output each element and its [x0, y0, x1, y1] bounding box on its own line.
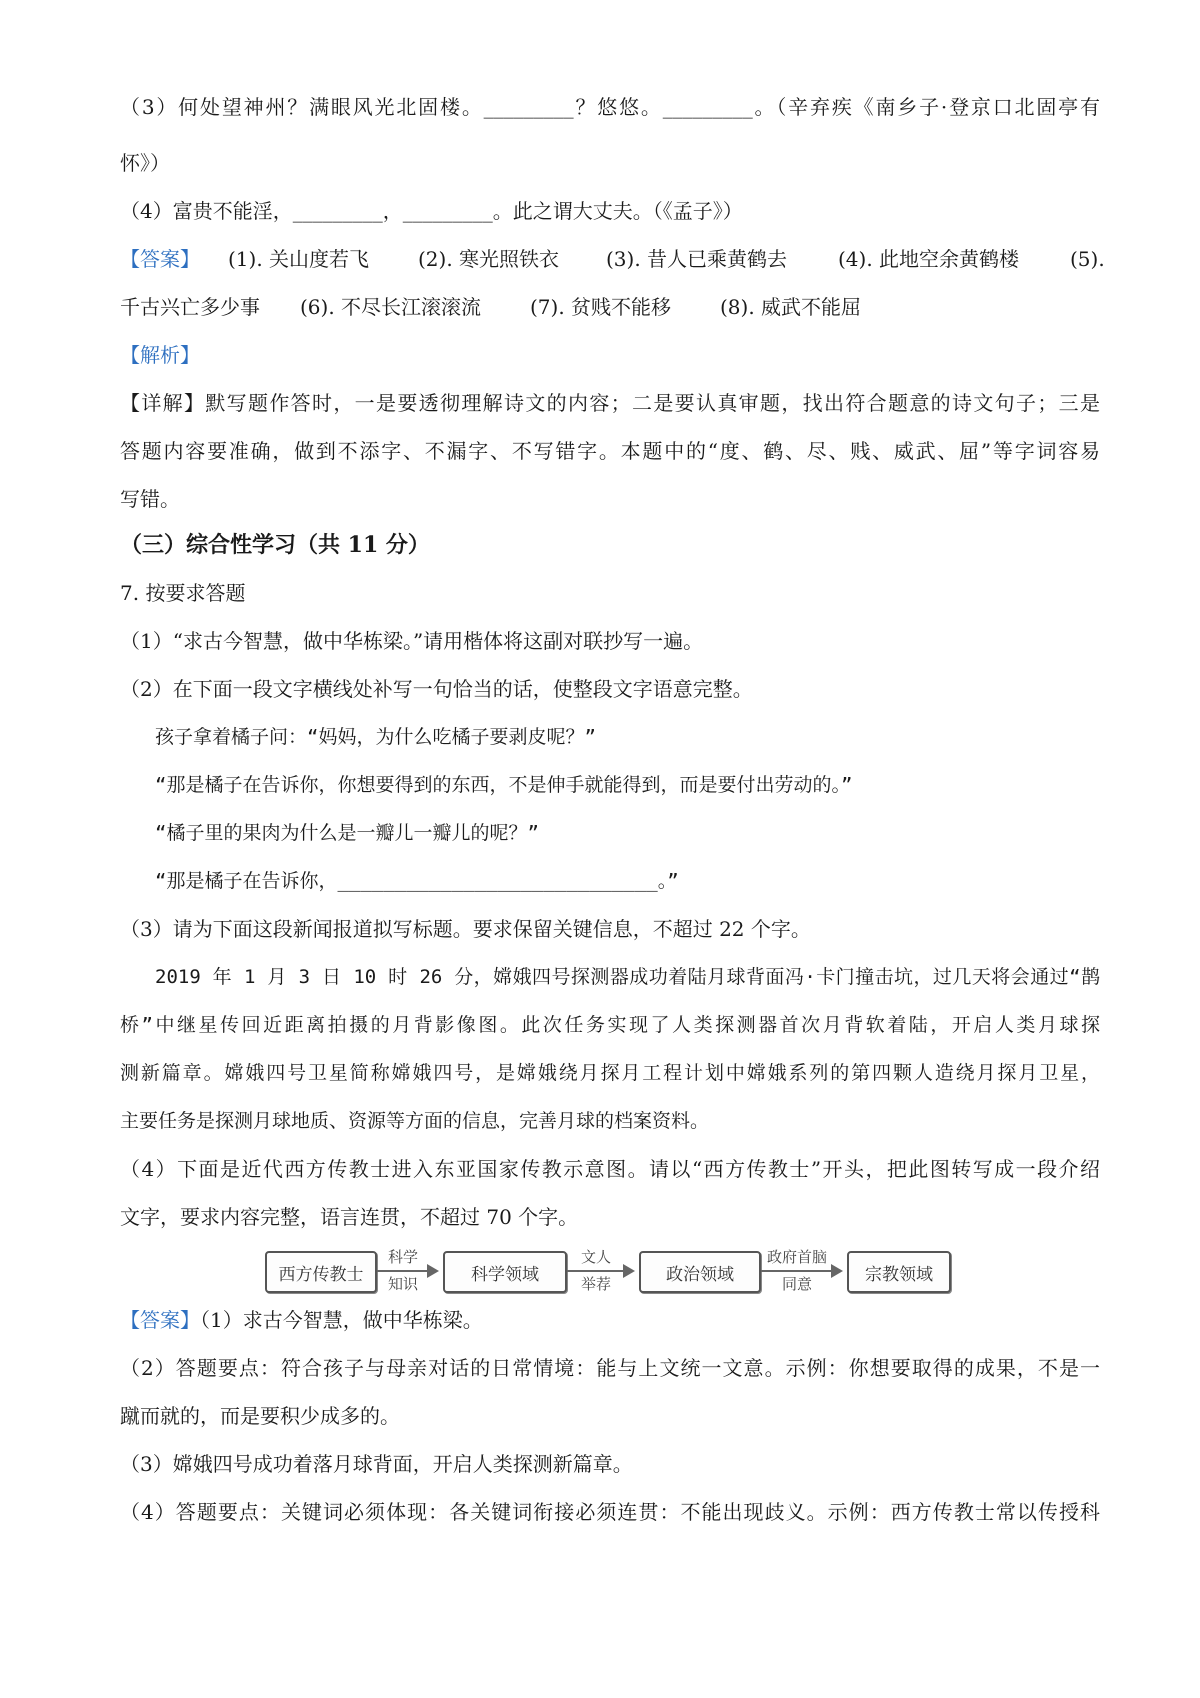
- q3-line-1: （3）何处望神州？满眼风光北固楼。_________？悠悠。_________。（辛弃疾《南乡子·登京口北固亭有: [120, 95, 1100, 119]
- dialog-line-2: “那是橘子在告诉你，你想要得到的东西，不是伸手就能得到，而是要付出劳动的。”: [155, 774, 853, 796]
- answer-item: (3). 昔人已乘黄鹤去: [606, 247, 788, 271]
- question-7: 7. 按要求答题: [120, 581, 246, 605]
- q4-line: （4）富贵不能淫，_________，_________。此之谓大丈夫。（《孟子》）: [120, 199, 743, 223]
- detail-line-3: 写错。: [120, 487, 180, 511]
- q3-line-2: 怀》）: [120, 151, 170, 175]
- question-7-3: （3）请为下面这段新闻报道拟写标题。要求保留关键信息，不超过 22 个字。: [120, 917, 811, 941]
- flow-arrow: [761, 1245, 843, 1297]
- flow-arrow-label-bottom: 知识: [387, 1275, 418, 1293]
- news-line-1: 2019 年 1 月 3 日 10 时 26 分，嫦娥四号探测器成功着陆月球背面冯·卡门撞击坑，过几天将会通过“鹊: [155, 966, 1100, 988]
- news-line-2: 桥”中继星传回近距离拍摄的月背影像图。此次任务实现了人类探测器首次月背软着陆，开启人类月球探: [120, 1014, 1100, 1036]
- flow-arrow-label-top: 政府首脑: [766, 1248, 827, 1266]
- analysis-label: 【解析】: [120, 343, 200, 367]
- answer-item: (8). 威武不能屈: [720, 295, 862, 319]
- question-7-1: （1）“求古今智慧，做中华栋梁。”请用楷体将这副对联抄写一遍。: [120, 629, 704, 653]
- answer-item: (5).: [1070, 247, 1105, 271]
- flow-box: 宗教领域: [847, 1251, 951, 1293]
- flow-arrow-label-bottom: 同意: [781, 1275, 812, 1293]
- answer2-line-3: （3）嫦娥四号成功着落月球背面，开启人类探测新篇章。: [120, 1452, 633, 1476]
- answer2-line-4: （4）答题要点：关键词必须体现：各关键词衔接必须连贯：不能出现歧义。示例：西方传教士常以传授科: [120, 1500, 1100, 1524]
- detail-line-2: 答题内容要准确，做到不添字、不漏字、不写错字。本题中的“度、鹤、尽、贱、威武、屈”等字词容易: [120, 439, 1100, 463]
- flow-box: 科学领域: [443, 1251, 567, 1293]
- flow-box: 西方传教士: [265, 1251, 377, 1293]
- answer-item: (4). 此地空余黄鹤楼: [838, 247, 1020, 271]
- question-7-4-line-1: （4）下面是近代西方传教士进入东亚国家传教示意图。请以“西方传教士”开头，把此图转写成一段介绍: [120, 1157, 1100, 1181]
- answer-item: (2). 寒光照铁衣: [418, 247, 560, 271]
- flow-arrow: [377, 1245, 439, 1297]
- answer-item: (6). 不尽长江滚滚流: [300, 295, 482, 319]
- flow-arrow-label-top: 科学: [387, 1248, 418, 1266]
- dialog-line-4: “那是橘子在告诉你，____________________________。”: [155, 870, 679, 892]
- question-7-2: （2）在下面一段文字横线处补写一句恰当的话，使整段文字语意完整。: [120, 677, 753, 701]
- section-title: （三）综合性学习（共 11 分）: [120, 532, 430, 558]
- answer-item: (7). 贫贱不能移: [530, 295, 672, 319]
- answer-label: 【答案】: [120, 247, 200, 271]
- answer2-line-1: [120, 1305, 483, 1335]
- answer2-line-2b: 蹴而就的，而是要积少成多的。: [120, 1404, 400, 1428]
- dialog-line-1: 孩子拿着橘子问：“妈妈，为什么吃橘子要剥皮呢？”: [155, 726, 596, 748]
- detail-line-1: 【详解】默写题作答时，一是要透彻理解诗文的内容；二是要认真审题，找出符合题意的诗文句子；三是: [120, 391, 1100, 415]
- question-7-4-line-2: 文字，要求内容完整，语言连贯，不超过 70 个字。: [120, 1205, 579, 1229]
- flow-box: 政治领域: [639, 1251, 761, 1293]
- dialog-line-3: “橘子里的果肉为什么是一瓣儿一瓣儿的呢？”: [155, 822, 539, 844]
- answer-item: (1). 关山度若飞: [228, 247, 370, 271]
- flow-arrow-label-bottom: 举荐: [580, 1275, 611, 1293]
- missionary-flow-diagram: [265, 1245, 955, 1297]
- news-line-4: 主要任务是探测月球地质、资源等方面的信息，完善月球的档案资料。: [120, 1110, 710, 1132]
- flow-arrow: [567, 1245, 635, 1297]
- answer2-line-2a: （2）答题要点：符合孩子与母亲对话的日常情境：能与上文统一文意。示例：你想要取得的成果，不是一: [120, 1356, 1100, 1380]
- flow-arrow-label-top: 文人: [580, 1248, 611, 1266]
- answer-label: 【答案】: [120, 1308, 200, 1332]
- news-line-3: 测新篇章。嫦娥四号卫星简称嫦娥四号，是嫦娥绕月探月工程计划中嫦娥系列的第四颗人造绕月探月卫星，: [120, 1062, 1100, 1084]
- answer-item: 千古兴亡多少事: [120, 295, 260, 319]
- answer2-text: （1）求古今智慧，做中华栋梁。: [200, 1308, 483, 1332]
